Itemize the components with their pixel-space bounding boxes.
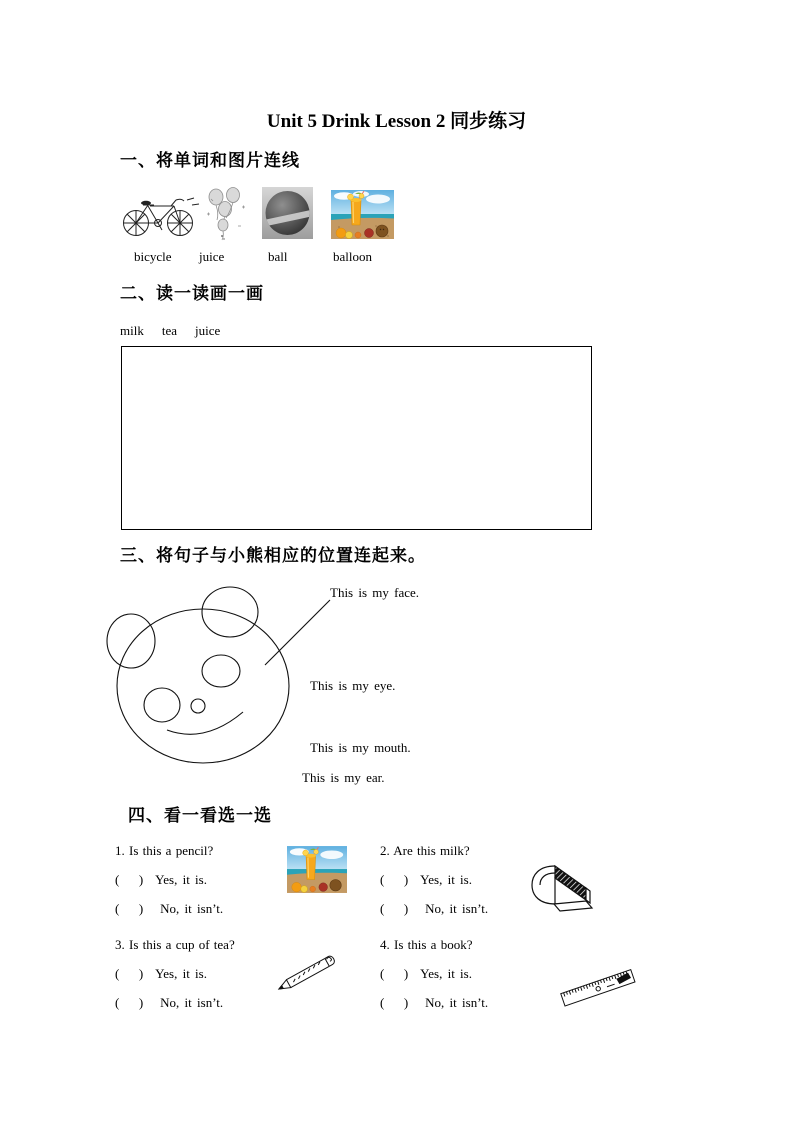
section2-heading: 二、读一读画一画 (120, 284, 264, 303)
question-2-text: 2. Are this milk? (380, 843, 470, 858)
word-tea: tea (161, 323, 177, 338)
bicycle-image (117, 193, 205, 241)
section1-heading: 一、将单词和图片连线 (120, 151, 300, 170)
sentence-mouth: This is my mouth. (310, 740, 411, 755)
sharpener-drawing (524, 860, 594, 922)
word-label-juice: juice (199, 249, 225, 264)
bear-mouth (167, 712, 243, 734)
answer-blank: ( ) (380, 966, 409, 981)
ruler-drawing (560, 962, 642, 1014)
question-4 (380, 937, 560, 1022)
bear-left-ear (107, 614, 155, 668)
question-4-option-no: ( ) No, it isn’t. (380, 995, 489, 1010)
answer-blank: ( ) (115, 901, 144, 916)
word-bank (120, 322, 234, 340)
drawing-box (121, 346, 592, 530)
word-label-balloon: balloon (333, 249, 372, 264)
section4-heading: 四、看一看选一选 (128, 806, 272, 825)
question-3-option-no: ( ) No, it isn’t. (115, 995, 224, 1010)
question-1-option-yes: ( ) Yes, it is. (115, 872, 207, 887)
question-4-text: 4. Is this a book? (380, 937, 473, 952)
connector-line (265, 600, 330, 665)
answer-blank: ( ) (380, 901, 409, 916)
question-1-text: 1. Is this a pencil? (115, 843, 214, 858)
question-3-option-yes: ( ) Yes, it is. (115, 966, 207, 981)
bear-left-eye (144, 688, 180, 722)
answer-blank: ( ) (380, 995, 409, 1010)
bear-right-ear (202, 587, 258, 637)
word-label-bicycle: bicycle (134, 249, 172, 264)
bear-nose (191, 699, 205, 713)
word-label-ball: ball (268, 249, 288, 264)
question-1 (115, 843, 295, 928)
section3-heading: 三、将句子与小熊相应的位置连起来。 (120, 546, 426, 565)
pencil-drawing (276, 952, 341, 997)
ball-image (262, 187, 313, 239)
answer-blank: ( ) (115, 966, 144, 981)
balloons-image (203, 186, 250, 241)
page-title: Unit 5 Drink Lesson 2 同步练习 (266, 111, 527, 132)
question-2-option-yes: ( ) Yes, it is. (380, 872, 472, 887)
sentence-ear: This is my ear. (302, 770, 385, 785)
question-3 (115, 937, 295, 1022)
word-milk: milk (120, 323, 144, 338)
question-4-option-yes: ( ) Yes, it is. (380, 966, 472, 981)
juice-photo (331, 190, 394, 239)
answer-blank: ( ) (115, 872, 144, 887)
answer-blank: ( ) (115, 995, 144, 1010)
question-1-option-no: ( ) No, it isn’t. (115, 901, 224, 916)
word-juice: juice (195, 323, 221, 338)
bear-face-outline (117, 609, 289, 763)
juice-photo-q1 (287, 846, 347, 893)
sentence-face: This is my face. (330, 585, 420, 600)
question-3-text: 3. Is this a cup of tea? (115, 937, 235, 952)
answer-blank: ( ) (380, 872, 409, 887)
bear-right-eye (202, 655, 240, 687)
sentence-eye: This is my eye. (310, 678, 396, 693)
question-2-option-no: ( ) No, it isn’t. (380, 901, 489, 916)
